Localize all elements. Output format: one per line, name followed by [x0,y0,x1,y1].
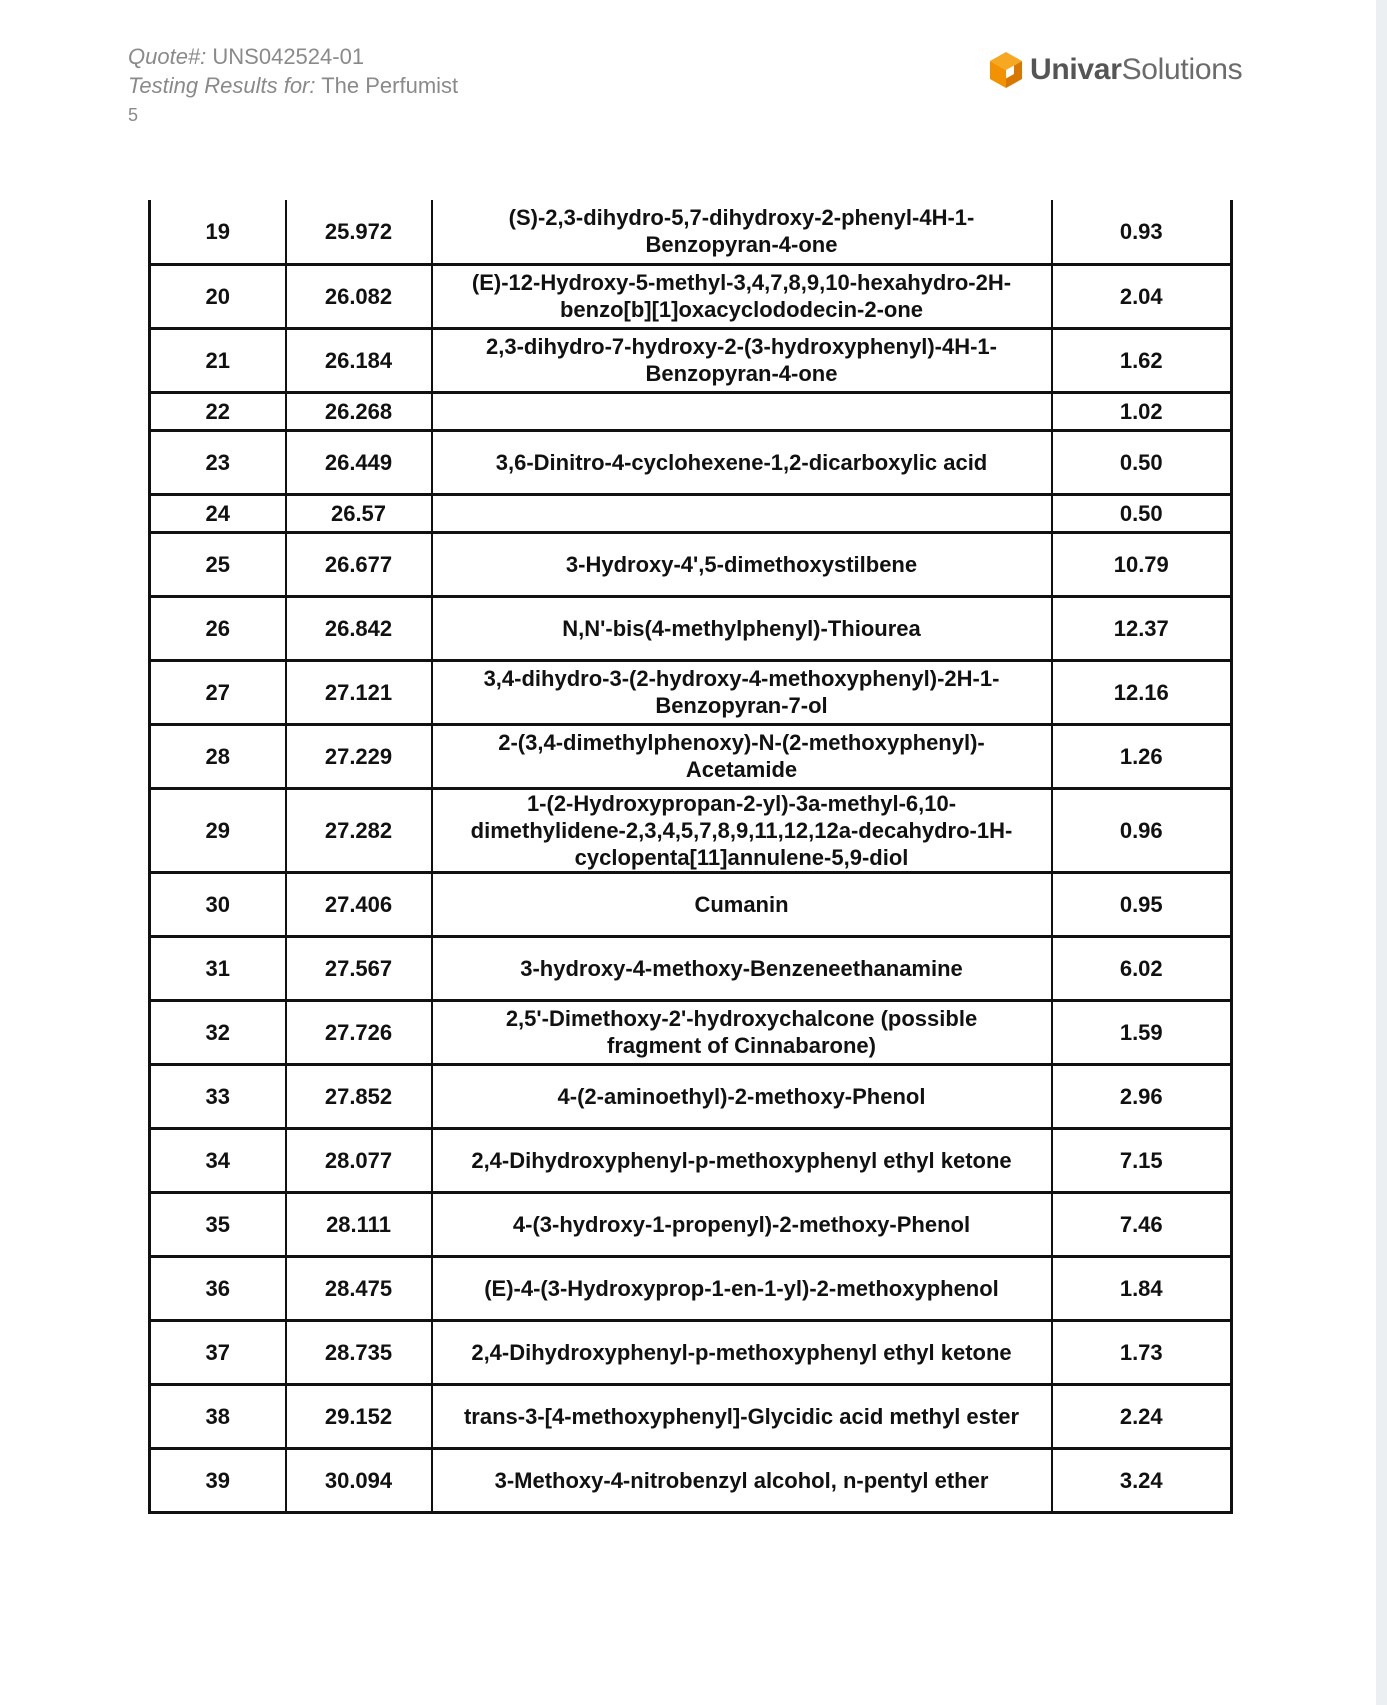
area-percent-cell: 2.96 [1052,1064,1232,1128]
compound-name-line: 4-(3-hydroxy-1-propenyl)-2-methoxy-Phenol [512,1211,971,1237]
area-percent-cell: 2.24 [1052,1384,1232,1448]
compound-name-line: Benzopyran-7-ol [655,693,828,718]
peak-number-cell: 30 [150,872,286,936]
compound-name-cell [432,724,1052,788]
results-table [148,200,1233,1514]
area-percent-cell: 12.16 [1052,660,1232,724]
area-percent-cell: 0.93 [1052,200,1232,264]
compound-name-cell [432,1064,1052,1128]
area-percent-cell: 1.59 [1052,1000,1232,1064]
compound-name-line: 3,4-dihydro-3-(2-hydroxy-4-methoxyphenyl)-2H-1- [483,666,1000,691]
retention-time-cell: 26.57 [286,494,432,532]
compound-name-line: 2,4-Dihydroxyphenyl-p-methoxyphenyl ethyl ketone [471,1339,1012,1365]
compound-name-line: N,N'-bis(4-methylphenyl)-Thiourea [562,615,921,641]
quote-number: UNS042524-01 [206,44,365,69]
retention-time-cell: 26.184 [286,328,432,392]
area-percent-cell: 0.50 [1052,494,1232,532]
retention-time-cell: 27.406 [286,872,432,936]
peak-number-cell: 26 [150,596,286,660]
retention-time-cell: 28.735 [286,1320,432,1384]
table-row [150,788,1232,872]
table-row [150,200,1232,264]
page-number: 5 [128,105,139,125]
peak-number-cell: 38 [150,1384,286,1448]
peak-number-cell: 23 [150,430,286,494]
retention-time-cell: 28.111 [286,1192,432,1256]
compound-name-line: Benzopyran-4-one [645,232,838,258]
table-row [150,264,1232,328]
compound-name-line: 2,3-dihydro-7-hydroxy-2-(3-hydroxyphenyl)-4H-1- [486,334,997,359]
compound-name-line: 3-Hydroxy-4',5-dimethoxystilbene [565,551,918,577]
compound-name-cell [432,1256,1052,1320]
table-row [150,532,1232,596]
table-row [150,1384,1232,1448]
scrollbar-track[interactable] [1376,0,1387,1705]
retention-time-cell: 26.449 [286,430,432,494]
area-percent-cell: 0.96 [1052,788,1232,872]
table-row [150,430,1232,494]
table-row [150,1000,1232,1064]
retention-time-cell: 27.726 [286,1000,432,1064]
compound-name-cell [432,1192,1052,1256]
testing-line [128,71,458,100]
table-row [150,328,1232,392]
retention-time-cell: 26.677 [286,532,432,596]
table-row [150,1128,1232,1192]
retention-time-cell: 26.842 [286,596,432,660]
compound-name-line: 2-(3,4-dimethylphenoxy)-N-(2-methoxyphenyl)- [498,730,985,755]
compound-name-line: trans-3-[4-methoxyphenyl]-Glycidic acid methyl ester [463,1403,1020,1429]
table-row [150,936,1232,1000]
peak-number-cell: 25 [150,532,286,596]
table-row [150,1320,1232,1384]
compound-name-line: Benzopyran-4-one [645,361,838,386]
peak-number-cell: 22 [150,392,286,430]
page-header [128,42,458,130]
compound-name-line: (E)-12-Hydroxy-5-methyl-3,4,7,8,9,10-hexahydro-2H- [471,270,1012,295]
area-percent-cell: 3.24 [1052,1448,1232,1512]
compound-name-cell [432,392,1052,430]
table-row [150,872,1232,936]
peak-number-cell: 28 [150,724,286,788]
area-percent-cell: 10.79 [1052,532,1232,596]
table-row [150,1192,1232,1256]
table-row [150,494,1232,532]
compound-name-line: (E)-4-(3-Hydroxyprop-1-en-1-yl)-2-methoxyphenol [484,1275,999,1301]
retention-time-cell: 28.475 [286,1256,432,1320]
area-percent-cell: 12.37 [1052,596,1232,660]
compound-name-cell [432,660,1052,724]
compound-name-cell [432,936,1052,1000]
area-percent-cell: 1.73 [1052,1320,1232,1384]
compound-name-line: 3-hydroxy-4-methoxy-Benzeneethanamine [520,955,963,981]
client-name: The Perfumist [315,73,459,98]
quote-label: Quote#: [128,44,207,69]
area-percent-cell: 7.46 [1052,1192,1232,1256]
compound-name-cell [432,1320,1052,1384]
retention-time-cell: 25.972 [286,200,432,264]
quote-line [128,42,458,71]
peak-number-cell: 27 [150,660,286,724]
peak-number-cell: 19 [150,200,286,264]
compound-name-line: 2,5'-Dimethoxy-2'-hydroxychalcone (possible [505,1006,978,1031]
area-percent-cell: 1.62 [1052,328,1232,392]
compound-name-cell [432,1000,1052,1064]
peak-number-cell: 39 [150,1448,286,1512]
retention-time-cell: 27.567 [286,936,432,1000]
area-percent-cell: 7.15 [1052,1128,1232,1192]
compound-name-line: Acetamide [685,757,798,782]
area-percent-cell: 0.95 [1052,872,1232,936]
retention-time-cell: 27.121 [286,660,432,724]
retention-time-cell: 28.077 [286,1128,432,1192]
table-row [150,1256,1232,1320]
compound-name-cell [432,596,1052,660]
compound-name-line: 2,4-Dihydroxyphenyl-p-methoxyphenyl ethyl ketone [471,1147,1012,1173]
compound-name-cell [432,328,1052,392]
peak-number-cell: 37 [150,1320,286,1384]
area-percent-cell: 1.02 [1052,392,1232,430]
area-percent-cell: 1.84 [1052,1256,1232,1320]
area-percent-cell: 1.26 [1052,724,1232,788]
peak-number-cell: 29 [150,788,286,872]
area-percent-cell: 6.02 [1052,936,1232,1000]
retention-time-cell: 29.152 [286,1384,432,1448]
compound-name-line: 4-(2-aminoethyl)-2-methoxy-Phenol [557,1083,926,1109]
table-row [150,596,1232,660]
peak-number-cell: 21 [150,328,286,392]
compound-name-cell [432,430,1052,494]
table-row [150,1448,1232,1512]
compound-name-line: (S)-2,3-dihydro-5,7-dihydroxy-2-phenyl-4H-1- [508,205,975,231]
peak-number-cell: 31 [150,936,286,1000]
univar-logo [988,50,1242,90]
peak-number-cell: 24 [150,494,286,532]
table-row [150,660,1232,724]
compound-name-line: Cumanin [694,891,789,917]
compound-name-line: 3-Methoxy-4-nitrobenzyl alcohol, n-pentyl ether [494,1467,989,1493]
peak-number-cell: 20 [150,264,286,328]
compound-name-cell [432,200,1052,264]
compound-name-line: 1-(2-Hydroxypropan-2-yl)-3a-methyl-6,10- [526,790,957,816]
retention-time-cell: 26.268 [286,392,432,430]
peak-number-cell: 36 [150,1256,286,1320]
compound-name-cell [432,1448,1052,1512]
area-percent-cell: 0.50 [1052,430,1232,494]
peak-number-cell: 33 [150,1064,286,1128]
compound-name-cell [432,532,1052,596]
univar-cube-icon [988,50,1024,90]
compound-name-cell [432,788,1052,872]
compound-name-line: benzo[b][1]oxacyclododecin-2-one [559,297,924,322]
compound-name-cell [432,1384,1052,1448]
retention-time-cell: 27.852 [286,1064,432,1128]
peak-number-cell: 35 [150,1192,286,1256]
retention-time-cell: 27.282 [286,788,432,872]
compound-name-line: fragment of Cinnabarone) [607,1033,876,1058]
peak-number-cell: 32 [150,1000,286,1064]
compound-name-line: dimethylidene-2,3,4,5,7,8,9,11,12,12a-decahydro-1H- [470,817,1013,843]
brand-name [1030,53,1242,87]
retention-time-cell: 26.082 [286,264,432,328]
compound-name-line: 3,6-Dinitro-4-cyclohexene-1,2-dicarboxylic acid [495,449,988,475]
testing-label: Testing Results for: [128,73,316,98]
results-table-body [150,200,1232,1512]
brand-bold: Univar [1030,53,1122,86]
peak-number-cell: 34 [150,1128,286,1192]
retention-time-cell: 27.229 [286,724,432,788]
table-row [150,724,1232,788]
compound-name-line: cyclopenta[11]annulene-5,9-diol [574,844,909,870]
retention-time-cell: 30.094 [286,1448,432,1512]
area-percent-cell: 2.04 [1052,264,1232,328]
compound-name-cell [432,494,1052,532]
compound-name-cell [432,1128,1052,1192]
table-row [150,392,1232,430]
compound-name-cell [432,264,1052,328]
brand-light: Solutions [1121,53,1243,86]
table-row [150,1064,1232,1128]
compound-name-cell [432,872,1052,936]
